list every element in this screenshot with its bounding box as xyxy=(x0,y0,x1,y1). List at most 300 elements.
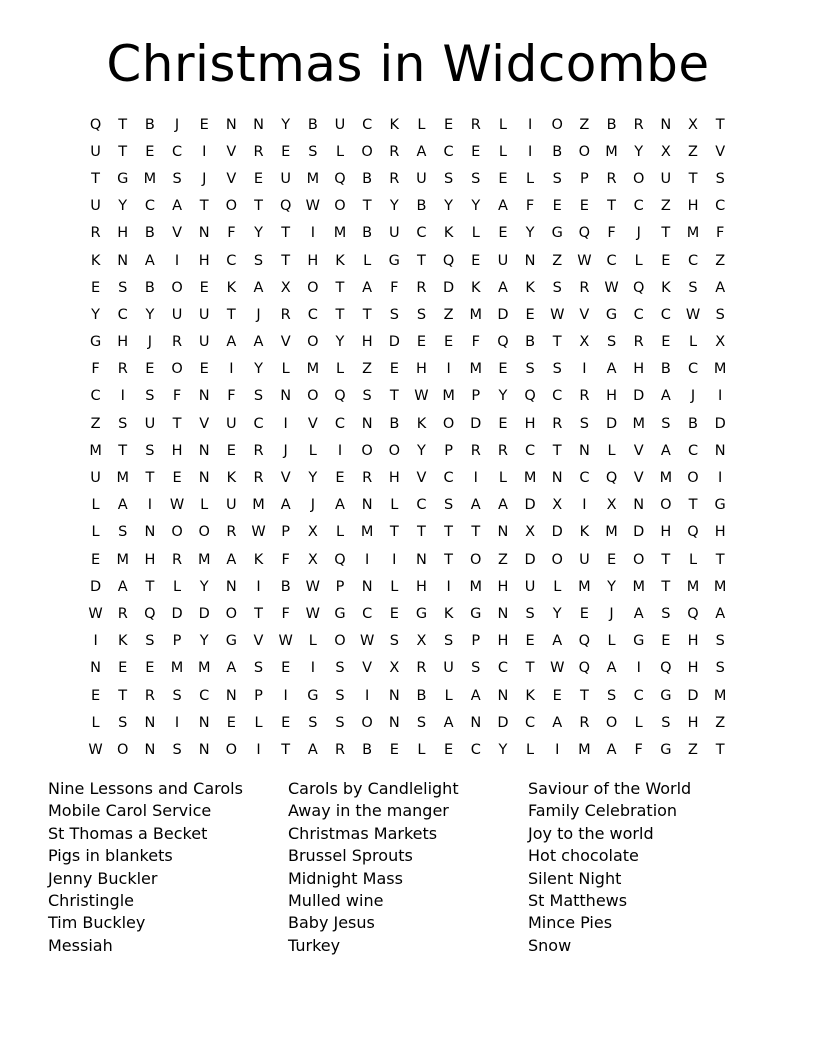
grid-row xyxy=(82,220,734,247)
grid-letter: S xyxy=(715,170,725,187)
grid-letter: S xyxy=(335,687,345,704)
word-list-item: Messiah xyxy=(48,935,113,955)
grid-letter: S xyxy=(661,714,671,731)
grid-letter: E xyxy=(661,252,671,269)
grid-letter: N xyxy=(497,687,509,704)
grid-letter: B xyxy=(389,415,400,432)
grid-letter: Q xyxy=(144,605,156,622)
grid-letter: M xyxy=(578,741,591,758)
grid-letter: M xyxy=(469,578,483,595)
grid-letter: O xyxy=(470,551,482,568)
grid-letter: R xyxy=(552,415,563,432)
grid-letter: X xyxy=(606,497,617,514)
grid-letter: H xyxy=(606,388,617,405)
grid-letter: G xyxy=(334,605,346,622)
grid-letter: A xyxy=(660,442,671,459)
grid-letter: W xyxy=(359,633,375,650)
word-list-item: Mince Pies xyxy=(528,913,613,933)
grid-letter: L xyxy=(607,633,616,650)
grid-letter: O xyxy=(307,334,319,351)
grid-letter: H xyxy=(117,225,129,242)
grid-letter: L xyxy=(390,497,399,514)
grid-letter: E xyxy=(118,660,128,677)
grid-letter: V xyxy=(253,633,264,650)
grid-letter: D xyxy=(443,279,455,296)
grid-letter: L xyxy=(91,497,100,514)
grid-letter: M xyxy=(605,143,618,160)
grid-letter: U xyxy=(226,497,237,514)
grid-letter: N xyxy=(144,741,156,758)
grid-letter: T xyxy=(525,660,535,677)
grid-letter: J xyxy=(147,334,153,351)
grid-letter: E xyxy=(552,198,562,215)
grid-letter: V xyxy=(633,470,644,487)
grid-letter: R xyxy=(253,143,264,160)
grid-letter: X xyxy=(307,551,318,568)
grid-letter: E xyxy=(471,143,481,160)
grid-letter: T xyxy=(118,116,128,133)
grid-row xyxy=(82,736,734,763)
grid-letter: I xyxy=(337,442,343,459)
grid-letter: C xyxy=(715,198,726,215)
grid-letter: S xyxy=(715,660,725,677)
grid-letter: N xyxy=(470,714,482,731)
grid-letter: O xyxy=(551,116,563,133)
grid-letter: Y xyxy=(444,198,454,215)
grid-letter: S xyxy=(525,605,535,622)
grid-letter: G xyxy=(714,497,726,514)
grid-letter: M xyxy=(252,497,265,514)
grid-letter: B xyxy=(307,116,318,133)
grid-letter: H xyxy=(687,198,699,215)
grid-letter: T xyxy=(254,605,263,622)
grid-letter: D xyxy=(497,714,509,731)
grid-letter: K xyxy=(525,687,535,704)
grid-letter: F xyxy=(471,334,480,351)
grid-letter: V xyxy=(172,225,182,242)
grid-letter: M xyxy=(523,470,537,487)
grid-letter: E xyxy=(579,198,589,215)
grid-letter: S xyxy=(389,306,399,323)
grid-letter: N xyxy=(497,524,509,541)
grid-row xyxy=(82,410,734,437)
word-list-item: Snow xyxy=(528,935,572,955)
grid-letter: Y xyxy=(471,198,481,215)
grid-letter: V xyxy=(579,306,590,323)
grid-letter: A xyxy=(552,633,563,650)
grid-letter: X xyxy=(688,116,698,133)
grid-letter: P xyxy=(172,633,182,650)
grid-letter: R xyxy=(226,524,237,541)
grid-letter: M xyxy=(116,551,129,568)
grid-letter: K xyxy=(443,225,454,242)
grid-letter: X xyxy=(715,334,726,351)
grid-letter: X xyxy=(660,143,671,160)
grid-letter: S xyxy=(688,279,698,296)
grid-row xyxy=(82,682,734,709)
grid-letter: Z xyxy=(688,741,698,758)
grid-row xyxy=(82,437,734,464)
grid-letter: R xyxy=(362,470,373,487)
grid-letter: K xyxy=(525,279,535,296)
page-title: Christmas in Widcombe xyxy=(106,35,710,93)
grid-letter: R xyxy=(579,388,590,405)
grid-letter: G xyxy=(633,633,645,650)
grid-letter: M xyxy=(197,660,211,677)
grid-letter: E xyxy=(90,551,101,568)
grid-letter: R xyxy=(389,143,400,160)
grid-letter: J xyxy=(174,116,180,133)
grid-letter: U xyxy=(171,306,183,323)
word-list-item: Turkey xyxy=(288,935,341,955)
grid-letter: J xyxy=(310,497,315,514)
grid-letter: C xyxy=(687,361,699,378)
grid-letter: U xyxy=(90,470,101,487)
grid-letter: U xyxy=(334,116,346,133)
grid-letter: L xyxy=(444,687,453,704)
grid-letter: I xyxy=(256,578,261,595)
grid-letter: H xyxy=(198,252,210,269)
grid-letter: K xyxy=(416,415,427,432)
grid-letter: T xyxy=(661,551,671,568)
grid-letter: W xyxy=(604,279,619,296)
word-column xyxy=(288,778,528,957)
grid-letter: P xyxy=(254,687,263,704)
grid-letter: O xyxy=(198,524,210,541)
grid-letter: S xyxy=(552,361,562,378)
grid-letter: T xyxy=(118,442,128,459)
grid-letter: E xyxy=(90,687,101,704)
grid-letter: I xyxy=(120,388,125,405)
grid-letter: E xyxy=(199,361,209,378)
grid-letter: Q xyxy=(334,388,346,405)
grid-letter: Y xyxy=(552,605,562,622)
grid-letter: S xyxy=(335,714,345,731)
grid-letter: T xyxy=(417,252,426,269)
grid-letter: H xyxy=(361,334,373,351)
grid-letter: S xyxy=(552,170,562,187)
grid-letter: C xyxy=(633,306,644,323)
grid-letter: M xyxy=(686,578,700,595)
grid-letter: N xyxy=(388,714,400,731)
grid-letter: S xyxy=(172,170,182,187)
grid-letter: B xyxy=(144,225,155,242)
grid-letter: L xyxy=(498,116,507,133)
grid-row xyxy=(82,628,734,655)
grid-letter: V xyxy=(362,660,373,677)
grid-letter: U xyxy=(144,415,156,432)
grid-letter: A xyxy=(606,660,617,677)
grid-letter: T xyxy=(362,198,372,215)
grid-letter: W xyxy=(577,252,592,269)
grid-letter: O xyxy=(687,470,699,487)
grid-letter: C xyxy=(416,225,427,242)
grid-letter: O xyxy=(117,741,129,758)
grid-row xyxy=(82,111,734,138)
grid-letter: Q xyxy=(524,388,536,405)
grid-letter: K xyxy=(90,252,101,269)
grid-letter: T xyxy=(552,442,562,459)
grid-letter: C xyxy=(552,388,563,405)
grid-letter: Y xyxy=(254,361,263,378)
word-list-item: St Matthews xyxy=(528,891,628,911)
grid-row xyxy=(82,546,734,573)
grid-letter: I xyxy=(256,741,261,758)
grid-letter: M xyxy=(713,578,727,595)
grid-letter: T xyxy=(145,470,155,487)
grid-letter: A xyxy=(253,334,264,351)
grid-letter: N xyxy=(361,497,373,514)
grid-letter: Q xyxy=(578,660,591,677)
grid-letter: H xyxy=(307,252,319,269)
grid-letter: M xyxy=(469,306,483,323)
grid-letter: H xyxy=(388,470,400,487)
word-list-item: Mulled wine xyxy=(288,891,384,911)
grid-letter: A xyxy=(226,660,237,677)
grid-letter: G xyxy=(117,170,129,187)
grid-letter: D xyxy=(524,551,536,568)
grid-letter: K xyxy=(226,470,237,487)
grid-letter: A xyxy=(335,497,345,514)
grid-letter: E xyxy=(335,470,345,487)
grid-letter: I xyxy=(446,361,451,378)
grid-letter: S xyxy=(145,388,155,405)
grid-letter: Q xyxy=(497,334,509,351)
grid-letter: C xyxy=(579,470,590,487)
grid-letter: T xyxy=(145,578,155,595)
grid-letter: F xyxy=(281,605,290,622)
grid-letter: W xyxy=(414,388,429,405)
grid-letter: N xyxy=(551,470,563,487)
grid-letter: L xyxy=(498,470,507,487)
grid-letter: K xyxy=(661,279,671,296)
grid-letter: B xyxy=(525,334,536,351)
grid-letter: W xyxy=(88,741,103,758)
grid-letter: N xyxy=(90,660,101,677)
grid-row xyxy=(82,573,734,600)
grid-letter: E xyxy=(389,605,399,622)
grid-letter: M xyxy=(686,225,700,242)
grid-letter: T xyxy=(417,524,426,541)
grid-letter: K xyxy=(117,633,128,650)
grid-letter: A xyxy=(660,388,671,405)
grid-letter: B xyxy=(416,198,427,215)
grid-letter: W xyxy=(305,578,320,595)
grid-letter: C xyxy=(117,306,128,323)
grid-letter: N xyxy=(198,714,210,731)
grid-letter: L xyxy=(607,442,616,459)
grid-letter: K xyxy=(471,279,481,296)
grid-letter: L xyxy=(688,551,698,568)
grid-letter: T xyxy=(91,170,100,187)
grid-letter: O xyxy=(171,279,183,296)
grid-letter: J xyxy=(636,225,641,242)
grid-letter: J xyxy=(256,306,261,323)
grid-letter: H xyxy=(497,578,509,595)
grid-letter: T xyxy=(118,143,128,160)
grid-letter: J xyxy=(202,170,207,187)
grid-letter: L xyxy=(390,578,399,595)
grid-letter: P xyxy=(580,170,589,187)
word-list-item: Mobile Carol Service xyxy=(48,801,212,821)
grid-letter: W xyxy=(550,306,565,323)
word-list-item: Carols by Candlelight xyxy=(288,779,459,798)
grid-letter: Y xyxy=(607,578,616,595)
grid-letter: I xyxy=(283,415,288,432)
grid-letter: S xyxy=(172,741,182,758)
grid-letter: C xyxy=(362,116,373,133)
grid-letter: A xyxy=(497,279,508,296)
grid-letter: G xyxy=(415,605,428,622)
grid-letter: G xyxy=(605,306,618,323)
grid-letter: H xyxy=(660,524,672,541)
grid-letter: E xyxy=(498,415,508,432)
grid-letter: R xyxy=(497,442,508,459)
grid-letter: N xyxy=(361,415,373,432)
grid-letter: H xyxy=(524,415,536,432)
grid-letter: S xyxy=(172,687,182,704)
grid-letter: A xyxy=(497,198,508,215)
grid-letter: L xyxy=(281,361,290,378)
grid-letter: L xyxy=(417,741,426,758)
grid-letter: C xyxy=(90,388,101,405)
grid-letter: D xyxy=(171,605,183,622)
grid-letter: V xyxy=(226,143,237,160)
grid-letter: I xyxy=(446,578,451,595)
grid-letter: H xyxy=(714,524,726,541)
grid-letter: Y xyxy=(525,225,535,242)
grid-letter: K xyxy=(226,279,237,296)
grid-letter: S xyxy=(525,361,535,378)
grid-letter: L xyxy=(335,361,345,378)
grid-letter: E xyxy=(661,334,671,351)
grid-letter: T xyxy=(661,225,671,242)
grid-letter: S xyxy=(118,415,128,432)
grid-letter: T xyxy=(579,687,589,704)
grid-letter: T xyxy=(118,687,128,704)
grid-row xyxy=(82,165,734,192)
grid-letter: S xyxy=(715,306,725,323)
grid-letter: N xyxy=(144,714,156,731)
grid-letter: L xyxy=(634,252,643,269)
grid-letter: R xyxy=(633,116,644,133)
grid-letter: G xyxy=(89,334,102,351)
grid-letter: D xyxy=(551,524,563,541)
grid-letter: I xyxy=(527,116,533,133)
grid-letter: C xyxy=(416,497,427,514)
grid-letter: L xyxy=(634,714,643,731)
grid-letter: X xyxy=(552,497,563,514)
grid-letter: N xyxy=(225,116,237,133)
grid-letter: C xyxy=(253,415,264,432)
grid-letter: S xyxy=(471,660,481,677)
grid-letter: I xyxy=(527,143,533,160)
grid-letter: U xyxy=(280,170,291,187)
grid-letter: A xyxy=(443,714,454,731)
grid-letter: M xyxy=(306,170,320,187)
word-list-item: Tim Buckley xyxy=(48,913,146,933)
grid-letter: E xyxy=(552,687,562,704)
grid-letter: R xyxy=(633,334,644,351)
word-column xyxy=(528,778,768,957)
grid-row xyxy=(82,383,734,410)
grid-letter: E xyxy=(199,116,209,133)
grid-letter: E xyxy=(389,741,399,758)
grid-letter: S xyxy=(579,415,589,432)
grid-letter: N xyxy=(388,687,400,704)
grid-letter: U xyxy=(579,551,590,568)
grid-letter: C xyxy=(687,442,699,459)
grid-letter: Q xyxy=(279,198,292,215)
grid-letter: L xyxy=(173,578,182,595)
grid-letter: S xyxy=(606,334,617,351)
grid-letter: Q xyxy=(442,252,455,269)
grid-letter: I xyxy=(582,497,587,514)
grid-letter: L xyxy=(308,442,317,459)
grid-row xyxy=(82,655,734,682)
grid-letter: S xyxy=(661,415,671,432)
grid-letter: A xyxy=(280,497,291,514)
grid-letter: E xyxy=(525,306,535,323)
grid-letter: C xyxy=(144,198,155,215)
grid-letter: S xyxy=(145,442,155,459)
grid-letter: B xyxy=(362,225,373,242)
grid-letter: L xyxy=(335,524,345,541)
grid-letter: G xyxy=(551,225,563,242)
grid-letter: V xyxy=(307,415,318,432)
grid-letter: T xyxy=(199,198,209,215)
grid-letter: Z xyxy=(715,252,726,269)
grid-letter: L xyxy=(553,578,562,595)
grid-letter: L xyxy=(526,170,535,187)
grid-letter: R xyxy=(172,551,183,568)
grid-letter: A xyxy=(117,497,128,514)
grid-letter: S xyxy=(416,714,427,731)
grid-letter: P xyxy=(471,388,481,405)
grid-letter: B xyxy=(660,361,671,378)
grid-letter: I xyxy=(365,551,370,568)
grid-letter: Q xyxy=(578,633,591,650)
grid-letter: E xyxy=(281,714,291,731)
grid-letter: S xyxy=(389,633,399,650)
grid-letter: R xyxy=(470,116,481,133)
grid-letter: E xyxy=(416,334,427,351)
grid-letter: L xyxy=(526,741,535,758)
grid-letter: C xyxy=(334,415,346,432)
grid-letter: B xyxy=(552,143,563,160)
grid-letter: Y xyxy=(254,225,263,242)
grid-letter: W xyxy=(278,633,293,650)
grid-letter: S xyxy=(471,170,481,187)
grid-letter: N xyxy=(225,687,237,704)
grid-letter: R xyxy=(416,660,427,677)
grid-letter: O xyxy=(334,633,346,650)
grid-letter: F xyxy=(227,225,236,242)
grid-letter: W xyxy=(305,198,320,215)
grid-letter: A xyxy=(172,198,182,215)
grid-letter: C xyxy=(525,714,536,731)
grid-letter: M xyxy=(143,170,157,187)
grid-letter: Y xyxy=(634,143,644,160)
word-list-item: Baby Jesus xyxy=(288,913,375,933)
grid-letter: L xyxy=(335,143,345,160)
grid-letter: N xyxy=(253,116,264,133)
grid-letter: M xyxy=(713,687,727,704)
grid-letter: D xyxy=(714,415,726,432)
grid-letter: O xyxy=(225,741,238,758)
grid-letter: C xyxy=(307,306,318,323)
grid-letter: X xyxy=(307,524,318,541)
